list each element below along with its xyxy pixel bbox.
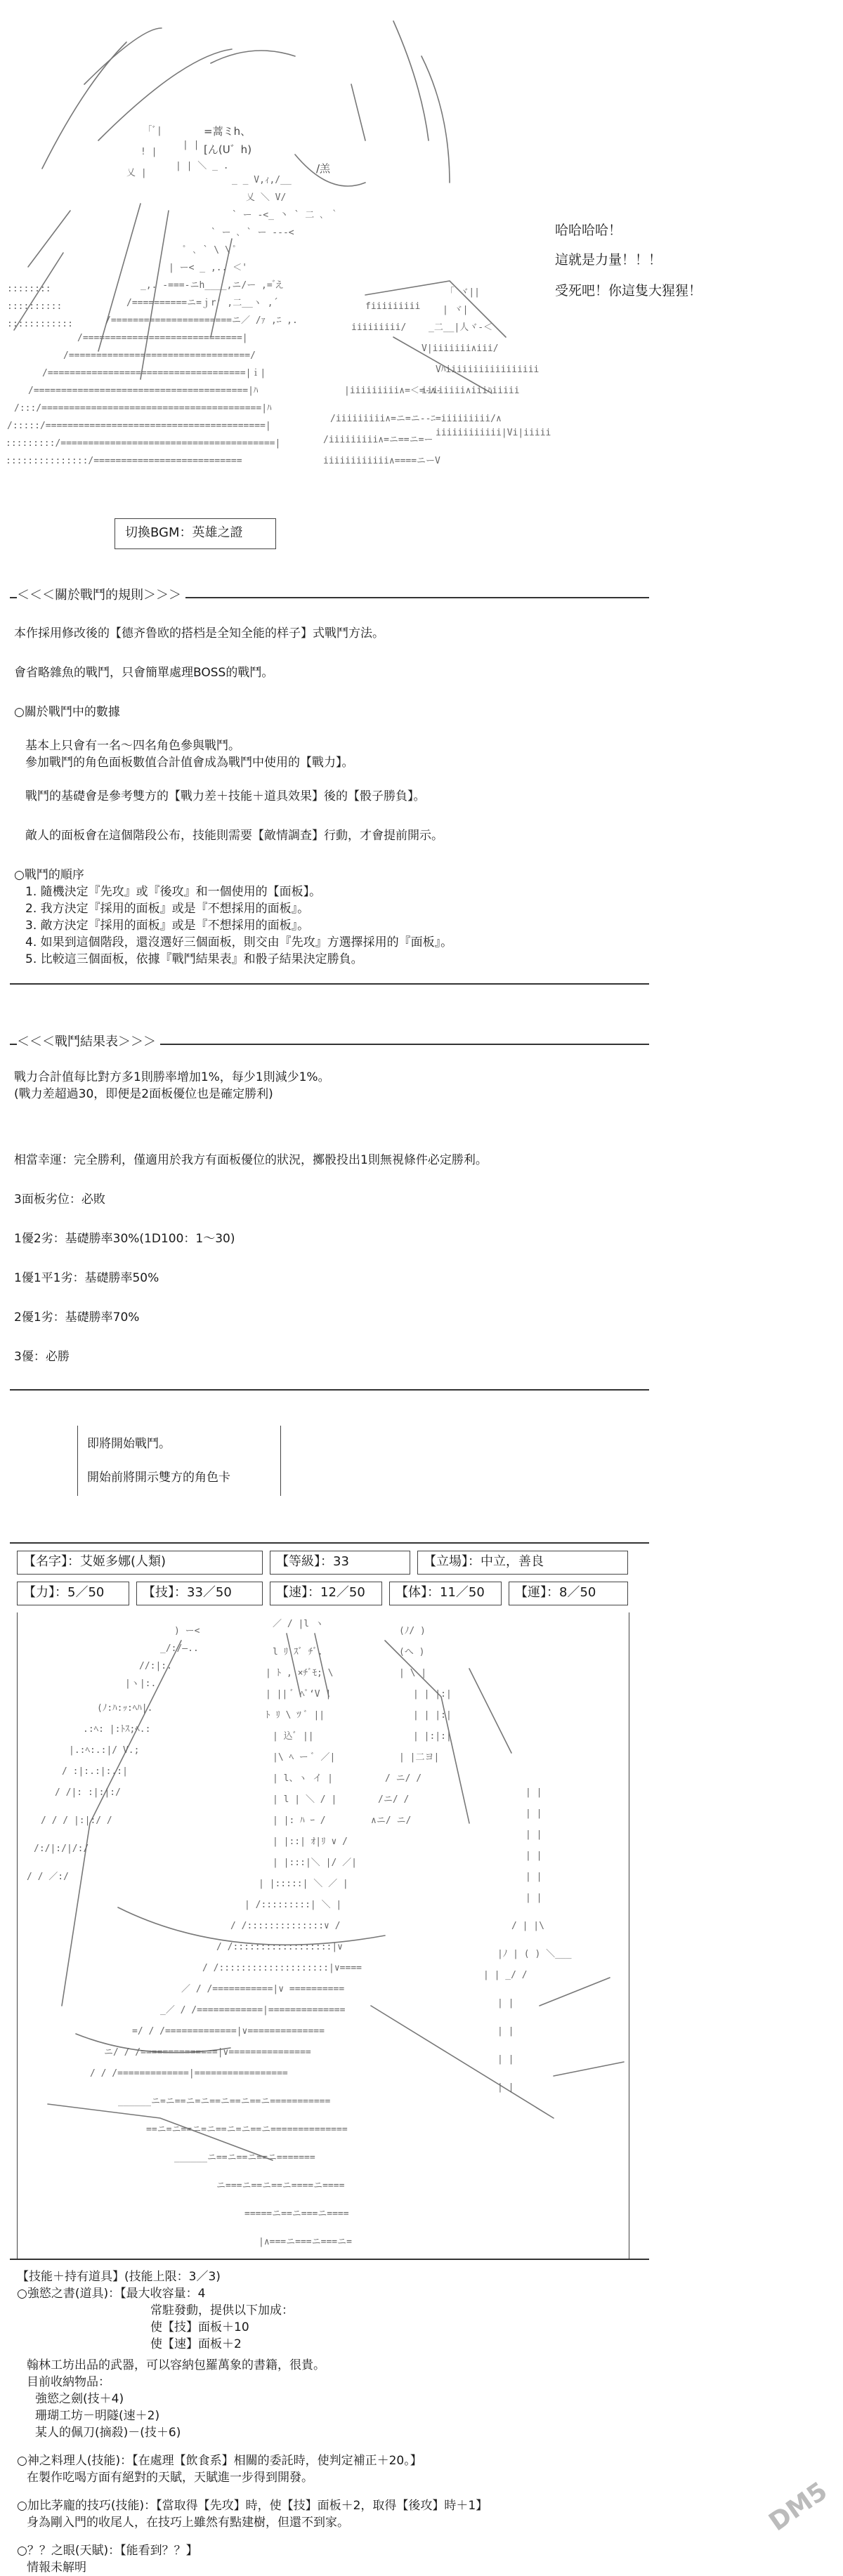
svg-text:/=============================: /=======================================|ﾊ xyxy=(28,386,259,396)
ascii-art-character-1 xyxy=(0,0,551,492)
results-header: ＜＜＜戰鬥結果表＞＞＞ xyxy=(17,1033,160,1051)
skill-1-item-1: 強慾之劍(技＋4) xyxy=(35,2392,124,2406)
order-item-5: 5. 比較這三個面板，依據『戰鬥結果表』和骰子結果決定勝負。 xyxy=(25,952,363,966)
svg-text:_ _ V,ｨ,/__: _ _ V,ｨ,/__ xyxy=(232,175,292,185)
svg-text:| /:::::::::| ＼ |: | /:::::::::| ＼ | xyxy=(244,1900,342,1910)
card-level: 【等級】：33 xyxy=(270,1551,410,1575)
speech-line-1: 哈哈哈哈！ xyxy=(555,223,622,238)
svg-text:/ /::::::::::::::::::::|∨====: / /::::::::::::::::::::|∨==== xyxy=(202,1963,362,1973)
order-item-1: 1. 隨機決定『先攻』或『後攻』和一個使用的【面板】。 xyxy=(25,885,322,899)
panel-1 xyxy=(0,0,843,540)
svg-text:iiiiiiiii/: iiiiiiiii/ xyxy=(351,322,407,333)
results-l5: 1優2劣：基礎勝率30%(1D100：1～30) xyxy=(14,1232,235,1246)
rules-p1: 本作採用修改後的【德齐鲁欧的搭档是全知全能的样子】式戰鬥方法。 xyxy=(14,626,384,640)
card-mid-rule xyxy=(10,2259,649,2260)
svg-text:| ヾ|: | ヾ| xyxy=(443,305,469,315)
ascii-art-character-2 xyxy=(20,1612,628,2259)
svg-text:| \ |: | \ | xyxy=(399,1668,427,1678)
svg-text:` ー ､ ` ー -‐‐<: ` ー ､ ` ー -‐‐< xyxy=(211,228,294,238)
speech-line-3: 受死吧！你這隻大猩猩！ xyxy=(555,283,702,298)
skill-2-title: ○神之料理人(技能)：【在處理【飲食系】相關的委託時，使判定補正＋20。】 xyxy=(17,2454,422,2468)
svg-text:| | |:|: | | |:| xyxy=(413,1689,452,1700)
svg-text:| |: ﾊ ｰ /: | |: ﾊ ｰ / xyxy=(273,1815,326,1826)
results-l3: 相當幸運：完全勝利，僅適用於我方有面板優位的狀況，擲骰投出1則無視條件必定勝利。 xyxy=(14,1153,488,1167)
svg-text:| l、ヽ イ |: | l、ヽ イ | xyxy=(273,1773,333,1784)
svg-text:| |::| ｵ|ﾘ ∨ /: | |::| ｵ|ﾘ ∨ / xyxy=(273,1836,348,1847)
stat-body: 【体】：11／50 xyxy=(389,1582,502,1605)
svg-text:iiiiiiiiiiii∧====ニーV: iiiiiiiiiiii∧====ニーV xyxy=(323,456,440,466)
svg-text:/ / ／:/: / / ／:/ xyxy=(27,1872,69,1882)
svg-text:(ﾉ/ ): (ﾉ/ ) xyxy=(399,1626,426,1636)
stat-luck: 【運】：8／50 xyxy=(509,1582,628,1605)
svg-text:｢ﾞ|: ｢ﾞ| xyxy=(148,126,162,136)
order-item-4: 4. 如果到這個階段，還沒選好三個面板，則交由『先攻』方選擇採用的『面板』。 xyxy=(25,935,453,949)
svg-text:/ /|: :|:|:/: / /|: :|:|:/ xyxy=(55,1787,121,1798)
rules-header: ＜＜＜關於戰鬥的規則＞＞＞ xyxy=(17,586,185,605)
svg-text:| ﾄ , ×ﾁﾞﾓ; \: | ﾄ , ×ﾁﾞﾓ; \ xyxy=(266,1668,334,1678)
divider-rules-bottom xyxy=(10,983,649,985)
svg-text:| |: | | xyxy=(497,1998,514,2009)
order-item-2: 2. 我方決定『採用的面板』或是『不想採用的面板』。 xyxy=(25,902,310,916)
svg-text:iiiiiiiiiiii|Vi|iiiii: iiiiiiiiiiii|Vi|iiiii xyxy=(436,428,551,438)
svg-text:| |: | | xyxy=(525,1872,542,1882)
svg-text:_/:/―..: _/:/―.. xyxy=(160,1643,199,1654)
rules-p2: 會省略雜魚的戰鬥，只會簡單處理BOSS的戰鬥。 xyxy=(14,666,274,680)
svg-text:______ニ==ニ==ニ==ニ=======: ______ニ==ニ==ニ==ニ======= xyxy=(174,2153,315,2163)
results-l7: 2優1劣：基礎勝率70% xyxy=(14,1310,140,1325)
skill-1-item-2: 珊瑚工坊－明隧(速＋2) xyxy=(35,2409,160,2423)
skill-3-desc: 身為剛入門的收尾人，在技巧上雖然有點建樹，但還不到家。 xyxy=(27,2516,349,2530)
art-text-3: /羔 xyxy=(316,162,331,175)
skill-1-desc: 翰林工坊出品的武器，可以容納包羅萬象的書籍，很貴。 xyxy=(27,2358,325,2372)
svg-text:/ /::::::::::::::::::|∨: / /::::::::::::::::::|∨ xyxy=(216,1942,344,1952)
art-text-2: [ん(U゛h) xyxy=(204,143,252,156)
announce-line-2: 開始前將開示雙方的角色卡 xyxy=(87,1471,230,1485)
stat-power: 【力】：5／50 xyxy=(17,1582,129,1605)
svg-text:| l | ＼ / |: | l | ＼ / | xyxy=(273,1794,337,1805)
announce-line-1: 即將開始戰鬥。 xyxy=(87,1437,171,1451)
svg-text:|iiiiiiiii∧=＜=-∧-: |iiiiiiiii∧=＜=-∧- xyxy=(344,386,442,396)
svg-text:/ :|:.:|:.:|: / :|:.:|:.:| xyxy=(62,1766,128,1777)
svg-text::::::::::::::::/==============: :::::::::::::::/=========================== xyxy=(6,456,242,466)
svg-text:::::::::: :::::::: xyxy=(7,284,51,294)
card-name: 【名字】：艾姬多娜(人類) xyxy=(17,1551,263,1575)
svg-text:| ー< _ ,.. ＜': | ー< _ ,.. ＜' xyxy=(169,263,248,273)
svg-text:| | |:|: | | |:| xyxy=(413,1710,452,1721)
svg-text:=/ / /=============|∨=========: =/ / /=============|∨============== xyxy=(132,2026,325,2037)
skill-1-inv: 目前收納物品： xyxy=(27,2375,110,2389)
svg-text:| 込ﾞ ||: | 込ﾞ || xyxy=(273,1731,314,1742)
svg-text:/:::/=========================: /:::/========================================|ﾊ xyxy=(14,403,272,414)
svg-text:==ニ=ニ==ニ=ニ==ニ=ニ==ニ============: ==ニ=ニ==ニ=ニ==ニ=ニ==ニ============== xyxy=(146,2124,348,2135)
svg-text:/=============================: /=============================| xyxy=(77,333,248,343)
card-stance: 【立場】：中立，善良 xyxy=(417,1551,628,1575)
svg-text:| |: | | xyxy=(183,140,200,150)
rules-data-b: 參加戰鬥的角色面板數值合計值會成為戰鬥中使用的【戰力】。 xyxy=(25,756,354,770)
svg-text:/iiiiiiiii∧=ニ==ニ=ー: /iiiiiiiii∧=ニ==ニ=ー xyxy=(323,435,433,445)
watermark: DM5 xyxy=(764,2476,833,2537)
svg-text:／ / /===========|∨ ==========: ／ / /===========|∨ ========== xyxy=(181,1984,345,1995)
rules-data-title: ○關於戰鬥中的數據 xyxy=(14,705,120,719)
skill-3-title: ○加比茅龐的技巧(技能)：【當取得【先攻】時，使【技】面板＋2，取得【後攻】時＋1】 xyxy=(17,2499,488,2513)
skill-4-title: ○？？之眼(天賦)：【能看到？？】 xyxy=(17,2544,198,2558)
svg-text:｢ ヾ||: ｢ ヾ|| xyxy=(450,287,480,298)
svg-text:/ / /=============|===========: / / /=============|================= xyxy=(90,2068,288,2079)
svg-text:/ ニ/ /: / ニ/ / xyxy=(385,1773,422,1784)
svg-text:/ニ/ /: /ニ/ / xyxy=(378,1794,410,1805)
svg-text:_／ / /============|===========: _／ / /============|============== xyxy=(160,2005,346,2016)
order-item-3: 3. 敵方決定『採用的面板』或是『不想採用的面板』。 xyxy=(25,919,310,933)
svg-text:/=============================: /====================================|ｉ| xyxy=(42,368,266,379)
svg-text:| | ＼ _ .: | | ＼ _ . xyxy=(176,161,229,171)
results-l8: 3優：必勝 xyxy=(14,1350,70,1364)
card-top-rule xyxy=(10,1542,649,1544)
svg-text:ﾄ ﾘ \ ﾂ ﾞ ||: ﾄ ﾘ \ ﾂ ﾞ || xyxy=(266,1710,325,1721)
svg-text:| |: | | xyxy=(525,1893,542,1903)
svg-text:ニ/ / /==============|∨========: ニ/ / /==============|∨=============== xyxy=(104,2047,311,2058)
skill-1-a: 常駐發動，提供以下加成： xyxy=(150,2304,294,2318)
results-l6: 1優1平1劣：基礎勝率50% xyxy=(14,1271,159,1285)
svg-text:| |二ヨ|: | |二ヨ| xyxy=(399,1752,440,1763)
svg-text:| |: | | xyxy=(497,2026,514,2037)
svg-text:| | _/ /: | | _/ / xyxy=(483,1970,528,1980)
svg-text:乂 ＼ V/: 乂 ＼ V/ xyxy=(246,192,287,203)
skill-2-desc: 在製作吃喝方面有絕對的天賦，天賦進一步得到開發。 xyxy=(27,2471,313,2485)
svg-text:(ﾉ:ﾊ:ｯ:ﾍﾊ|.: (ﾉ:ﾊ:ｯ:ﾍﾊ|. xyxy=(97,1703,153,1714)
svg-text:| |: | | xyxy=(497,2054,514,2065)
svg-text:/=============================: /=================================/ xyxy=(63,350,256,361)
svg-text:|\ ﾍ ー ﾞ ／|: |\ ﾍ ー ﾞ ／| xyxy=(273,1752,336,1763)
svg-text:| |: | | xyxy=(525,1829,542,1840)
skill-1-c: 使【速】面板＋2 xyxy=(150,2337,242,2351)
svg-text:| |: | | xyxy=(525,1787,542,1798)
skill-1-title: ○強慾之書(道具)：【最大收容量：4 xyxy=(17,2287,206,2301)
skills-title: 【技能＋持有道具】(技能上限：3／3) xyxy=(17,2270,221,2284)
svg-text:) ー<: ) ー< xyxy=(174,1626,200,1636)
svg-text:=====ニ==ニ===ニ====: =====ニ==ニ===ニ==== xyxy=(244,2209,349,2219)
stat-skill: 【技】：33／50 xyxy=(136,1582,263,1605)
svg-text:/iiiiiiiii∧=ニ=ニ--ﾆ=iiiiiiiii/∧: /iiiiiiiii∧=ニ=ニ--ﾆ=iiiiiiiii/∧ xyxy=(330,414,502,424)
svg-text:______ニ=ニ==ニ=ニ==ニ==ニ==ニ=======: ______ニ=ニ==ニ=ニ==ニ==ニ==ニ=========== xyxy=(118,2096,331,2107)
svg-text:| |:::::| ＼ ／ |: | |:::::| ＼ ／ | xyxy=(259,1879,348,1889)
svg-text:/======================ニ／ /ｧ ,: /======================ニ／ /ｧ ,ﾆ ,. xyxy=(105,315,298,326)
rules-order-list xyxy=(25,883,452,968)
svg-text:/ /::::::::::::::∨ /: / /::::::::::::::∨ / xyxy=(230,1921,341,1931)
svg-text:/ | |\: / | |\ xyxy=(511,1921,544,1931)
svg-text:(へ ): (へ ) xyxy=(399,1647,425,1657)
svg-text:|ヽ|:.: |ヽ|:. xyxy=(125,1678,157,1689)
svg-text:|∧===ニ===ニ===ニ=: |∧===ニ===ニ===ニ= xyxy=(259,2237,352,2247)
svg-text:/ / / |:|:/ /: / / / |:|:/ / xyxy=(41,1815,112,1826)
svg-text:|.:ﾍ:.:|/ V.;: |.:ﾍ:.:|/ V.; xyxy=(69,1745,140,1756)
svg-text:_二__|人ヾ-＜: _二__|人ヾ-＜ xyxy=(429,322,493,333)
svg-text:::::::::::: :::::::::: xyxy=(7,301,63,312)
svg-text:! |: ! | xyxy=(140,147,157,157)
skill-4-desc: 情報未解明 xyxy=(27,2561,86,2575)
rules-order-title: ○戰鬥的順序 xyxy=(14,868,84,882)
svg-text:iiiiiiii∧iiiﾊiiiii: iiiiiiii∧iiiﾊiiiii xyxy=(422,386,520,396)
art-text-1: =蒿ミh、 xyxy=(204,125,251,138)
svg-text:|ﾉ | ( ) ＼___: |ﾉ | ( ) ＼___ xyxy=(497,1949,572,1959)
svg-text:／ / |l ヽ: ／ / |l ヽ xyxy=(273,1619,324,1629)
rules-p5: 敵人的面板會在這個階段公布，技能則需要【敵情調查】行動，才會提前開示。 xyxy=(25,829,443,843)
stat-speed: 【速】：12／50 xyxy=(270,1582,382,1605)
svg-text:ニ===ニ==ニ==ニ====ニ====: ニ===ニ==ニ==ニ====ニ==== xyxy=(216,2181,345,2191)
svg-text:/==========ニ=ｊr' ,二__ヽ ,´: /==========ニ=ｊr' ,二__ヽ ,´ xyxy=(126,298,279,308)
svg-text:::::::::::::: :::::::::::: xyxy=(7,319,73,329)
rules-p4: 戰鬥的基礎會是參考雙方的【戰力差＋技能＋道具效果】後的【骰子勝負】。 xyxy=(25,789,426,803)
results-l4: 3面板劣位：必敗 xyxy=(14,1192,105,1207)
svg-text:` ー -<_ 丶 ` 二 ､ ｀: ` ー -<_ 丶 ` 二 ､ ｀ xyxy=(232,210,339,221)
rules-data-a: 基本上只會有一名～四名角色參與戰鬥。 xyxy=(25,739,240,753)
bgm-label: 切換BGM：英雄之證 xyxy=(125,525,243,540)
svg-text:| |: | | xyxy=(497,2082,514,2093)
svg-text:/:::::/=======================: /:::::/========================================| xyxy=(7,421,271,431)
divider-results-bottom xyxy=(10,1389,649,1391)
svg-text:| |: | | xyxy=(525,1851,542,1861)
svg-text:ﾟ ､ ` \ \ ﾟ: ﾟ ､ ` \ \ ﾟ xyxy=(183,245,237,256)
svg-text:V|iiiiiii∧iii/: V|iiiiiii∧iii/ xyxy=(422,343,499,354)
svg-text:∧ニ/ ニ/: ∧ニ/ ニ/ xyxy=(371,1815,412,1826)
svg-text:乂 |: 乂 | xyxy=(126,168,147,178)
results-l1: 戰力合計值每比對方多1則勝率增加1%，每少1則減少1%。 xyxy=(14,1070,330,1084)
svg-text::::::::::/====================: :::::::::/=======================================| xyxy=(6,438,281,449)
svg-text:.:ﾍ: |:ﾄｽ;ﾍ.:: .:ﾍ: |:ﾄｽ;ﾍ.: xyxy=(83,1724,151,1735)
results-l2: (戰力差超過30，即便是2面板優位也是確定勝利) xyxy=(14,1087,273,1101)
svg-text:Vﾊiiiiiiiiiiiiiiiii: Vﾊiiiiiiiiiiiiiiiii xyxy=(436,364,540,375)
svg-text:/:/|:/|/:/: /:/|:/|/:/ xyxy=(34,1844,89,1854)
svg-text:l ﾘ ｽﾞ ﾁﾞ.: l ﾘ ｽﾞ ﾁﾞ. xyxy=(273,1647,323,1657)
skill-1-b: 使【技】面板＋10 xyxy=(150,2320,249,2334)
svg-text://:|:.: //:|:. xyxy=(139,1661,172,1671)
svg-text:| || ﾞ ﾍﾟ‘V |: | || ﾞ ﾍﾟ‘V | xyxy=(266,1689,332,1700)
svg-text:_,. -===-ニh____,ニ/ー ,= ゙え: _,. -===-ニh____,ニ/ー ,= ゙え xyxy=(140,280,285,291)
svg-text:| |:::|＼ |/ ／|: | |:::|＼ |/ ／| xyxy=(273,1858,357,1868)
skill-1-item-3: 某人的佩刀(摘殺)－(技＋6) xyxy=(35,2426,181,2440)
svg-text:| |:|:|: | |:|:| xyxy=(413,1731,452,1742)
speech-line-2: 這就是力量！！！ xyxy=(555,252,662,268)
svg-text:| |: | | xyxy=(525,1808,542,1819)
svg-text:fiiiiiiiii: fiiiiiiiii xyxy=(365,301,421,312)
